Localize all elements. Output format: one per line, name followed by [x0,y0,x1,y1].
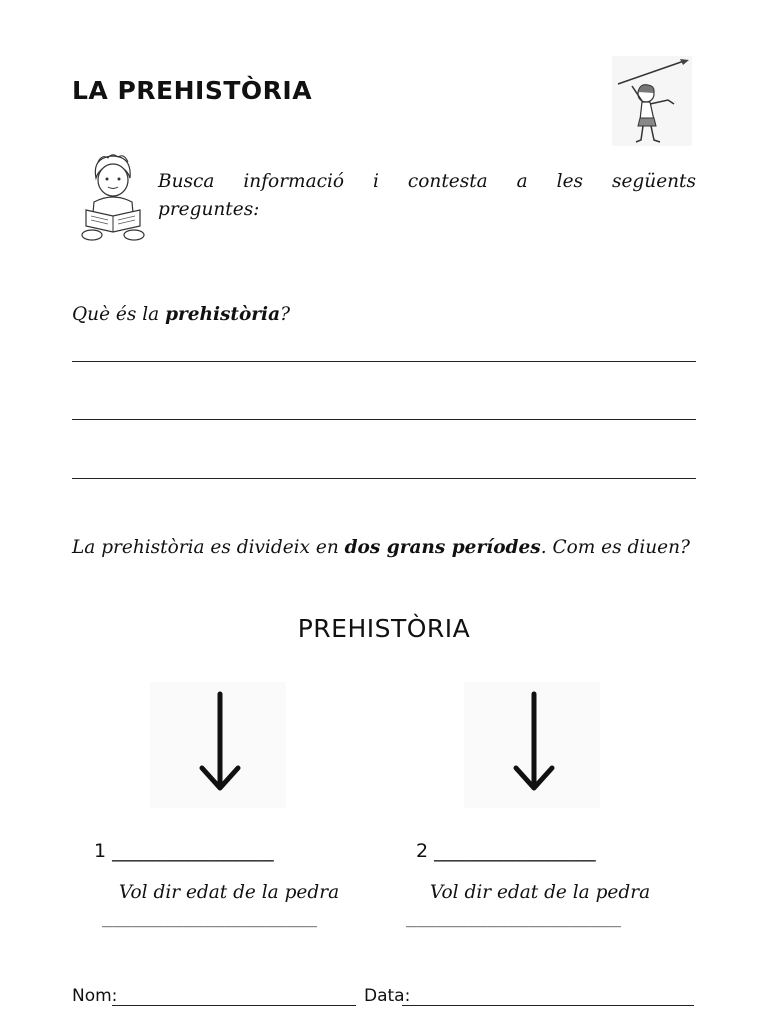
question-2 [72,534,696,562]
question-2-suffix: . Com es diuen? [540,537,690,558]
diagram-title: PREHISTÒRIA [297,614,471,643]
date-label: Data: [364,986,411,1006]
period-1-number: 1 [94,840,107,862]
question-2-emphasis: dos grans períodes [344,537,541,558]
question-2-prefix: La prehistòria es divideix en [72,537,345,558]
page-title: LA PREHISTÒRIA [72,76,313,105]
period-1-answer-blank[interactable]: _____________________ [102,908,317,928]
answer-line[interactable] [72,361,696,362]
period-2-label [416,840,596,862]
question-1-prefix: Què és la [72,304,166,325]
name-label: Nom: [72,986,118,1006]
arrow-box-right [464,682,600,808]
caveman-icon [612,56,692,146]
question-1-suffix: ? [280,304,290,325]
answer-line[interactable] [72,419,696,420]
answer-line[interactable] [72,478,696,479]
period-2-answer-blank[interactable]: _____________________ [406,908,621,928]
period-1-blank[interactable]: _________________ [112,840,274,862]
name-field-line[interactable] [112,1005,356,1006]
period-1-label [94,840,274,862]
period-2-number: 2 [416,840,429,862]
date-field-line[interactable] [402,1005,694,1006]
instruction-text: Busca informació i contesta a les següents preguntes: [158,171,696,220]
period-2-description: Vol dir edat de la pedra [429,882,651,903]
period-2-blank[interactable]: _________________ [434,840,596,862]
period-1-description: Vol dir edat de la pedra [118,882,340,903]
arrow-box-left [150,682,286,808]
question-1 [72,304,290,325]
arrow-down-icon [150,682,286,808]
arrow-down-icon [464,682,600,808]
reading-child-icon [78,152,148,244]
question-1-emphasis: prehistòria [165,304,281,325]
